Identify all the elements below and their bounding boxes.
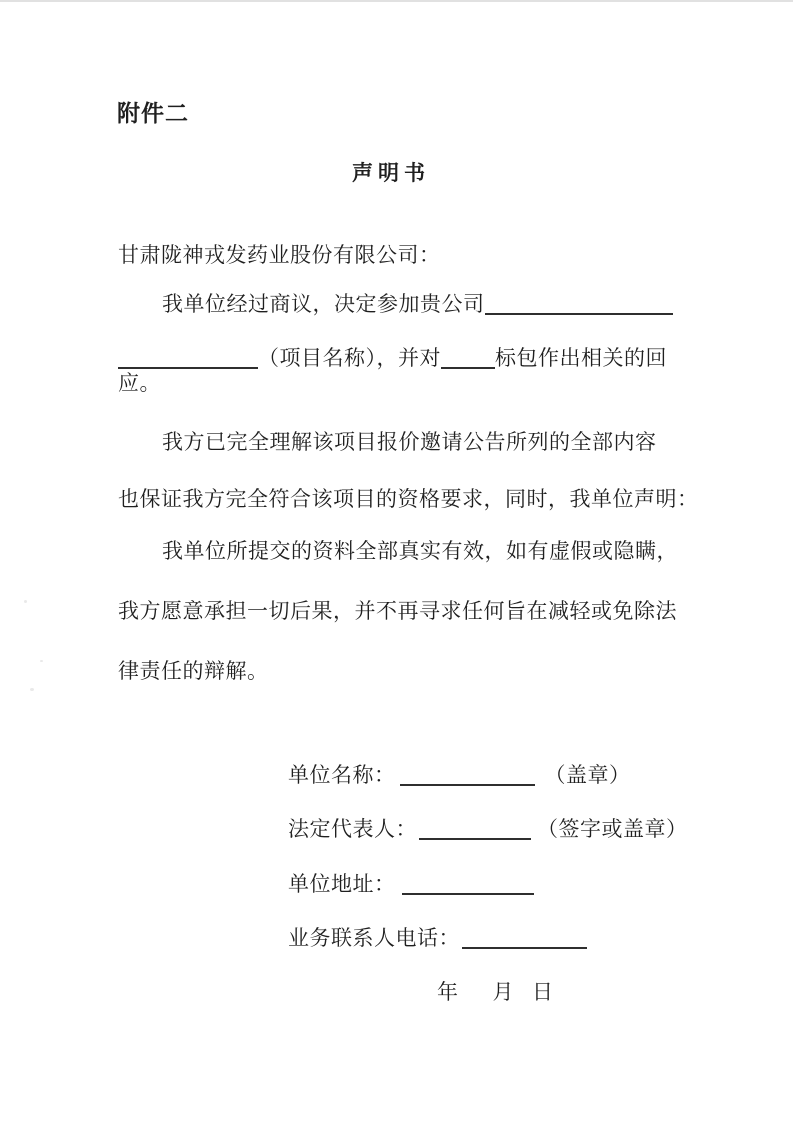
body-line-wrap: 应。 — [118, 371, 161, 395]
blank-field-company-name — [400, 763, 535, 786]
body-line-declare-3: 律责任的辩解。 — [118, 659, 269, 683]
body-line-declare-1: 我单位所提交的资料全部真实有效，如有虚假或隐瞒， — [162, 539, 678, 563]
scan-speck — [24, 600, 27, 603]
company-name-label: 单位名称： — [288, 763, 396, 787]
month-label: 月 — [492, 980, 514, 1004]
body-line-project-text-b: 标包作出相关的回 — [495, 346, 667, 370]
signature-row-phone — [288, 926, 587, 949]
attachment-label: 附件二 — [117, 100, 189, 126]
body-line-understand-1: 我方已完全理解该项目报价邀请公告所列的全部内容 — [162, 430, 657, 454]
scan-edge-artifact — [0, 0, 793, 2]
legal-rep-label: 法定代表人： — [288, 817, 417, 841]
body-line-invite-text: 我单位经过商议，决定参加贵公司 — [162, 292, 485, 316]
scan-speck — [30, 688, 34, 691]
blank-field-company-project — [485, 292, 673, 315]
blank-field-phone — [462, 926, 587, 949]
body-line-project — [118, 346, 667, 369]
address-label: 单位地址： — [288, 872, 396, 896]
salutation: 甘肃陇神戎发药业股份有限公司： — [118, 243, 441, 267]
blank-field-address — [402, 872, 534, 895]
date-line — [437, 982, 554, 1003]
scan-speck — [40, 660, 43, 662]
signature-row-address — [288, 872, 534, 895]
year-label: 年 — [437, 980, 459, 1004]
blank-field-legal-rep — [419, 817, 531, 840]
signature-row-company — [288, 763, 631, 786]
seal-note: （盖章） — [544, 763, 631, 787]
signature-row-legal-rep — [288, 817, 688, 840]
sign-or-seal-note: （签字或盖章） — [537, 817, 688, 841]
document-title: 声明书 — [352, 162, 430, 185]
blank-field-project-name — [118, 346, 258, 369]
blank-field-package-number — [441, 346, 495, 369]
phone-label: 业务联系人电话： — [288, 926, 460, 950]
body-line-invite — [162, 292, 673, 315]
body-line-project-text-a: （项目名称），并对 — [258, 346, 441, 370]
body-line-understand-2: 也保证我方完全符合该项目的资格要求，同时，我单位声明： — [118, 487, 699, 511]
day-label: 日 — [532, 980, 554, 1004]
body-line-declare-2: 我方愿意承担一切后果，并不再寻求任何旨在减轻或免除法 — [118, 599, 677, 623]
